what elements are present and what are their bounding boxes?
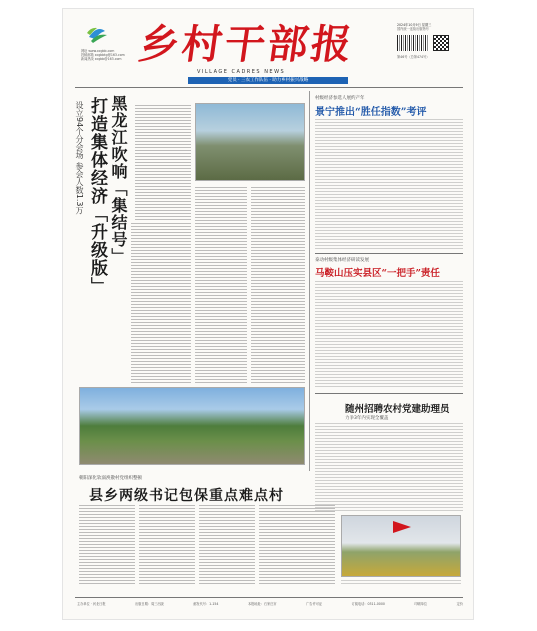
lead-body-text <box>251 187 305 383</box>
lead-photo-exhibition <box>195 103 305 181</box>
newspaper-logo <box>85 23 109 45</box>
footer-item: 出版日期：周三出版 <box>135 602 164 606</box>
item1-kicker: 村级经济参选人展约产年 <box>315 96 365 101</box>
footer <box>77 601 463 606</box>
item-divider <box>315 393 463 394</box>
masthead-divider <box>75 87 463 88</box>
newspaper-page <box>62 8 474 620</box>
footer-item: 本报地址：石家庄市 <box>247 602 277 606</box>
lead-headline-1: 黑龙江吹响「集结号」 <box>109 95 128 265</box>
masthead-subtitle: VILLAGE CADRES NEWS <box>197 69 286 75</box>
bottom-body-text <box>259 505 335 585</box>
footer-item: 邮发代号：1-154 <box>193 602 219 606</box>
masthead-right-info <box>397 23 471 59</box>
bottom-body-text <box>79 505 135 585</box>
lead-intro-text <box>135 105 191 220</box>
item1-body-text <box>315 119 463 249</box>
red-flag-icon <box>393 521 411 533</box>
item1-title: 景宁推出“胜任指数”考评 <box>315 107 427 118</box>
item-divider <box>315 253 463 254</box>
lead-body-text <box>195 187 247 383</box>
bottom-kicker: 朝阳深化软弱涣散村党组织整顿 <box>79 476 142 481</box>
date-line: 2024年10月9日 星期三 <box>397 23 432 27</box>
lead-headline-2: 打造集体经济「升级版」 <box>87 97 107 295</box>
bottom-body-text <box>139 505 195 585</box>
item3-body-text <box>315 423 463 511</box>
qr-code <box>433 35 449 51</box>
footer-divider <box>75 597 463 598</box>
info-line: 新闻热线 xcgbb@163.com <box>81 57 122 61</box>
column-divider <box>309 91 310 471</box>
lead-body-text <box>131 223 191 383</box>
item3-title: 随州招聘农村党建助理员 <box>345 404 450 415</box>
masthead-left-info <box>81 49 131 61</box>
footer-item: 广告许可证 <box>306 602 323 606</box>
info-line: 网址 www.xcgbb.com <box>81 49 115 53</box>
item2-kicker: 泰动村级集体经济研读发展 <box>315 258 369 263</box>
footer-item: 定价 <box>456 602 463 606</box>
lead-subhead: 设立94个分会场 参会人数1.3万 <box>75 101 84 215</box>
bottom-headline: 县乡两级书记包保重点难点村 <box>89 488 284 504</box>
item3-subtitle: 力争3年内实现全覆盖 <box>345 416 389 421</box>
issn-line: 国内统一连续出版物号 <box>397 27 429 31</box>
bottom-body-text <box>199 505 255 585</box>
barcode <box>397 35 429 51</box>
footer-item: 主办单位 · 河北日报 <box>77 602 106 606</box>
item2-title: 马鞍山压实县区“一把手”责任 <box>315 268 440 279</box>
masthead-banner: 党员 · 三农工作队伍 · 助力乡村振兴战略 <box>188 77 348 84</box>
item2-body-text <box>315 281 463 389</box>
masthead-title: 乡村干部报 <box>135 21 358 68</box>
lead-photo-village <box>79 387 305 465</box>
issue-number: 第46号（总第474号） <box>397 55 430 59</box>
photo-caption <box>341 580 461 586</box>
info-line: 投稿邮箱 xcgbbtg@163.com <box>81 53 125 57</box>
footer-item: 印刷单位 <box>414 602 428 606</box>
footer-item: 订阅电话：0311-0000 <box>351 602 385 606</box>
